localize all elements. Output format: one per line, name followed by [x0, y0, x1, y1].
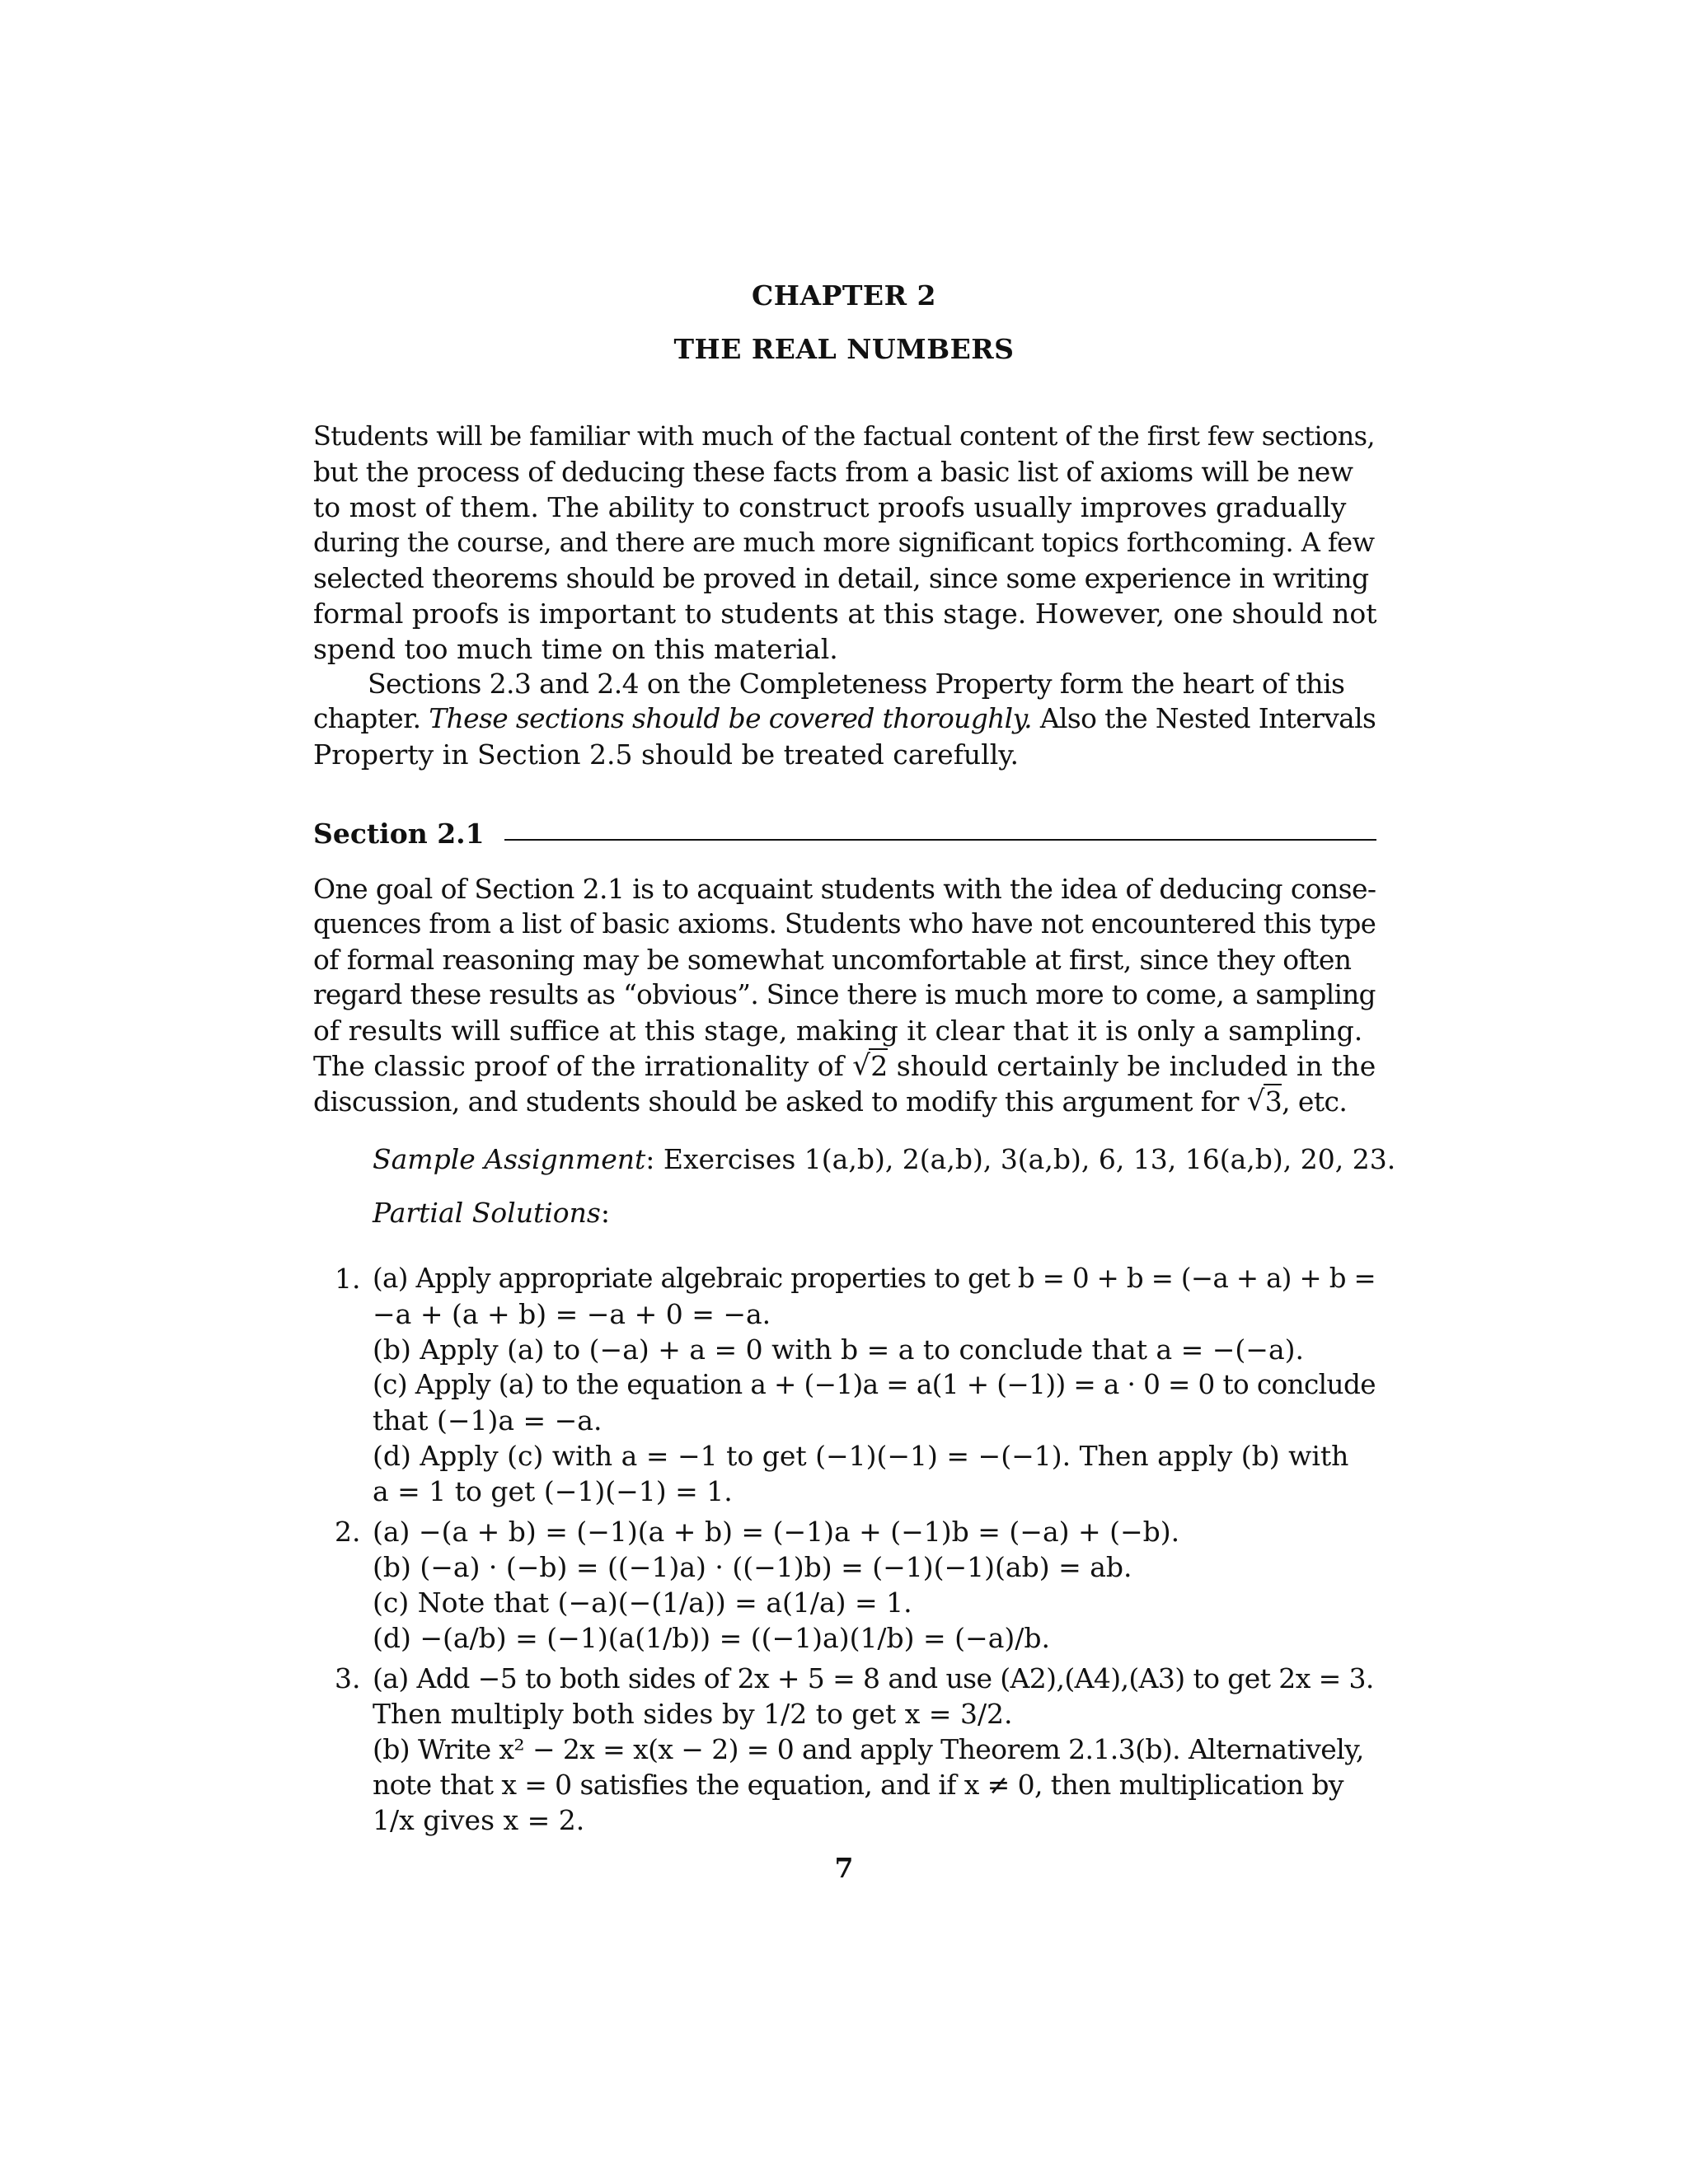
- text-line: One goal of Section 2.1 is to acquaint students with the idea of deducing conse-: [313, 873, 1376, 905]
- text-line: (a) −(a + b) = (−1)(a + b) = (−1)a + (−1)b = (−a) + (−b).: [373, 1516, 1180, 1548]
- page-number: 7: [834, 1852, 854, 1884]
- text-line: (a) Apply appropriate algebraic properties to get b = 0 + b = (−a + a) + b =: [373, 1263, 1376, 1294]
- text-run: discussion, and students should be asked to modify this argument for: [313, 1085, 1247, 1118]
- intro-paragraph-1: [313, 419, 1376, 667]
- partial-solutions-label: [373, 1195, 610, 1230]
- section-heading: [313, 816, 1376, 851]
- sample-assignment: [373, 1141, 1395, 1177]
- assignment-label: Sample Assignment: [373, 1143, 646, 1175]
- text-line: formal proofs is important to students at this stage. However, one should not: [313, 598, 1377, 630]
- solution-item: [335, 1514, 1376, 1656]
- text-line: [313, 1048, 1376, 1084]
- text-line: selected theorems should be proved in detail, since some experience in writing: [313, 562, 1369, 594]
- text-line: note that x = 0 satisfies the equation, and if x ≠ 0, then multiplication by: [373, 1769, 1343, 1801]
- square-root-symbol: [1247, 1085, 1282, 1118]
- text-line: (d) Apply (c) with a = −1 to get (−1)(−1) = −(−1). Then apply (b) with: [373, 1440, 1349, 1472]
- square-root-symbol: [852, 1050, 888, 1082]
- text-run: chapter.: [313, 703, 429, 734]
- chapter-title: THE REAL NUMBERS: [673, 333, 1015, 365]
- text-line: (d) −(a/b) = (−1)(a(1/b)) = ((−1)a)(1/b) = (−a)/b.: [373, 1622, 1050, 1654]
- text-run: should certainly be included in the: [888, 1050, 1376, 1082]
- text-line: regard these results as “obvious”. Since there is much more to come, a sampling: [313, 979, 1376, 1010]
- text-run: , etc.: [1282, 1085, 1348, 1118]
- text-line: −a + (a + b) = −a + 0 = −a.: [373, 1298, 771, 1330]
- text-line: of results will suffice at this stage, making it clear that it is only a sampling.: [313, 1015, 1363, 1047]
- assignment-text: : Exercises 1(a,b), 2(a,b), 3(a,b), 6, 13, 16(a,b), 20, 23.: [645, 1143, 1396, 1175]
- text-run: The classic proof of the irrationality of: [313, 1050, 853, 1082]
- section-paragraph: [313, 871, 1376, 1119]
- text-line: (c) Note that (−a)(−(1/a)) = a(1/a) = 1.: [373, 1586, 912, 1619]
- text-line: quences from a list of basic axioms. Students who have not encountered this type: [313, 908, 1376, 940]
- radicand: 3: [1264, 1085, 1282, 1118]
- item-number: 2.: [335, 1516, 361, 1548]
- radicand: 2: [870, 1050, 889, 1082]
- intro-paragraph-2: [313, 666, 1376, 772]
- text-line: (b) (−a) · (−b) = ((−1)a) · ((−1)b) = (−1)(−1)(ab) = ab.: [373, 1551, 1132, 1583]
- text-line: Students will be familiar with much of the factual content of the first few sections,: [313, 420, 1375, 452]
- item-number: 1.: [335, 1263, 361, 1295]
- text-line: a = 1 to get (−1)(−1) = 1.: [373, 1475, 733, 1507]
- text-line: but the process of deducing these facts from a basic list of axioms will be new: [313, 456, 1353, 488]
- text-run: Also the Nested Intervals: [1032, 703, 1376, 734]
- solution-item: [335, 1261, 1376, 1509]
- text-line: 1/x gives x = 2.: [373, 1804, 585, 1836]
- text-line: [313, 1084, 1376, 1119]
- text-line: of formal reasoning may be somewhat uncomfortable at first, since they often: [313, 944, 1352, 976]
- text-line: that (−1)a = −a.: [373, 1404, 603, 1436]
- partial-label: Partial Solutions: [373, 1197, 601, 1229]
- emphasis-text: These sections should be covered thoroughly.: [429, 703, 1033, 734]
- text-line: (b) Write x² − 2x = x(x − 2) = 0 and apply Theorem 2.1.3(b). Alternatively,: [373, 1733, 1364, 1765]
- text-line: (a) Add −5 to both sides of 2x + 5 = 8 and use (A2),(A4),(A3) to get 2x = 3.: [373, 1662, 1374, 1694]
- text-line: spend too much time on this material.: [313, 633, 838, 665]
- text-line: Property in Section 2.5 should be treated carefully.: [313, 738, 1020, 771]
- text-line: during the course, and there are much more significant topics forthcoming. A few: [313, 527, 1375, 558]
- chapter-label: CHAPTER 2: [752, 279, 936, 312]
- text-line: to most of them. The ability to construct proofs usually improves gradually: [313, 491, 1347, 523]
- text-line: [313, 701, 1376, 737]
- item-number: 3.: [335, 1662, 361, 1694]
- section-rule: [504, 839, 1376, 841]
- solution-item: [335, 1661, 1376, 1838]
- partial-colon: :: [600, 1197, 610, 1229]
- text-line: (c) Apply (a) to the equation a + (−1)a = a(1 + (−1)) = a · 0 = 0 to conclude: [373, 1369, 1376, 1400]
- text-line: Then multiply both sides by 1/2 to get x = 3/2.: [373, 1698, 1013, 1730]
- section-title: Section 2.1: [313, 818, 485, 850]
- text-line: (b) Apply (a) to (−a) + a = 0 with b = a to conclude that a = −(−a).: [373, 1333, 1304, 1366]
- text-line: Sections 2.3 and 2.4 on the Completeness Property form the heart of this: [368, 668, 1345, 700]
